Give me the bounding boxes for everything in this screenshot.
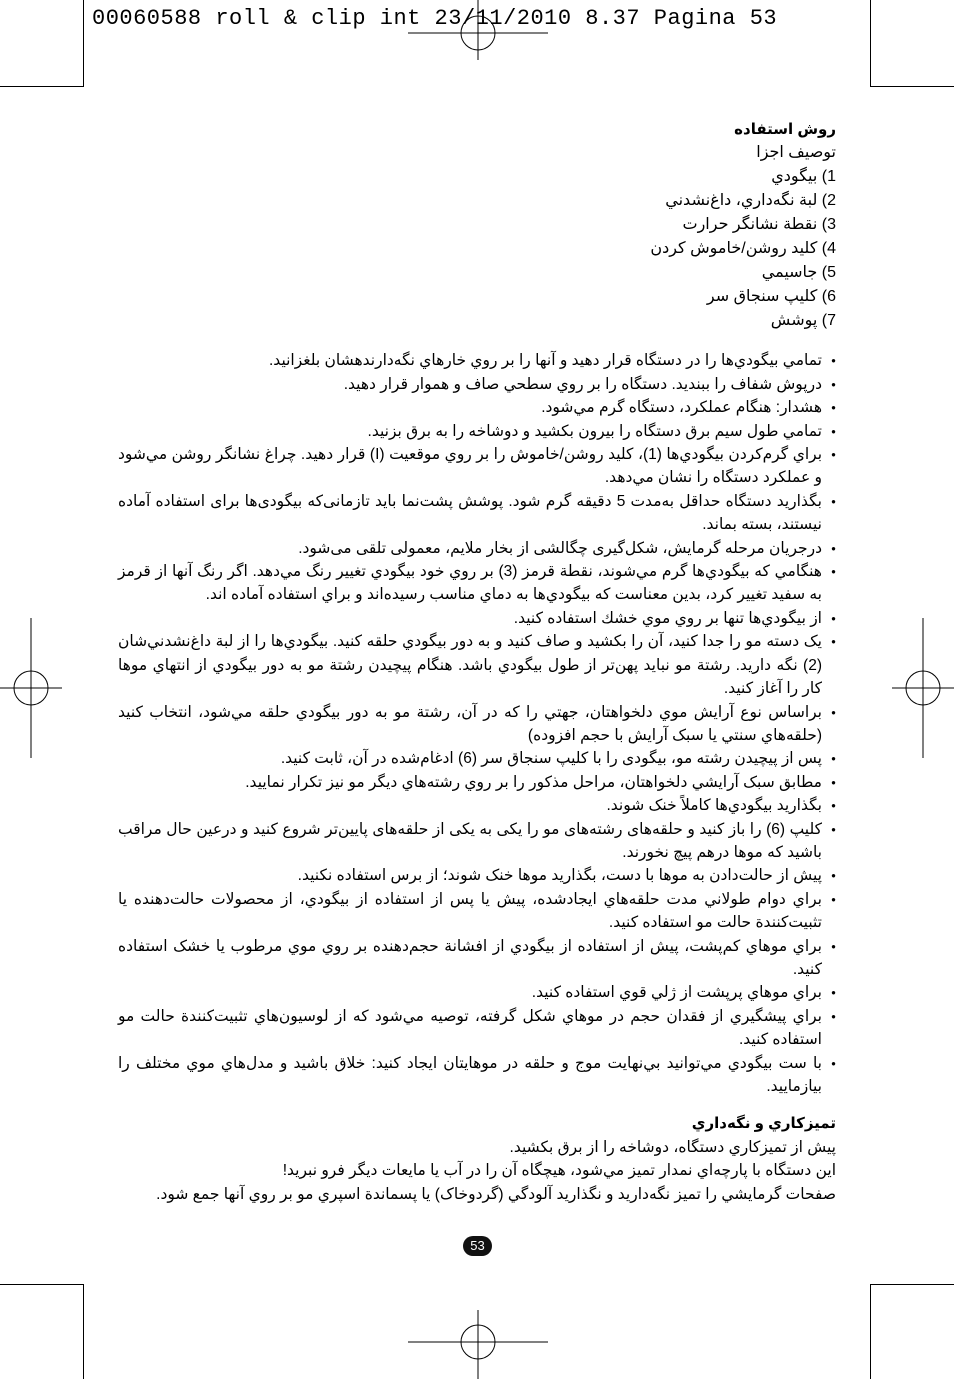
instruction-item: ● براي موهاي كم‌پشت، پيش از استفاده از بيگودي از افشانة حجم‌دهنده بر روي موي مرطوب يا خشک استفاده كنيد.: [118, 935, 836, 982]
instruction-item: ● پس از پيچيدن رشته مو، بيگودی را با كليپ سنجاق سر (6) ادغام‌شده در آن، ثابت كنيد.: [118, 747, 836, 770]
care-section: [118, 1112, 836, 1206]
instruction-item: ● براي پيشگيري از فقدان حجم در موهاي شكل گرفته، توصيه مي‌شود كه از لوسيون‌هاي تثبيت‌كنندة حالت مو استفاده كنيد.: [118, 1005, 836, 1052]
instruction-item: ● بگذاريد بيگودي‌ها كاملاً خنک شوند.: [118, 794, 836, 817]
part-item: 7) پوشش: [770, 312, 836, 330]
page-number-badge: 53: [463, 1236, 492, 1256]
parts-subheading: توصيف اجزا: [756, 144, 836, 162]
usage-instructions: [118, 349, 836, 1098]
crop-mark-top-right-v: [870, 0, 871, 86]
page-content: [118, 118, 836, 1206]
instruction-item: ● براساس نوع آرايش موي دلخواهتان، جهتي را كه در آن، رشتة مو به دور بيگودي حلقه مي‌شود، انتخاب كنيد (حلقه‌هاي سنتي يا سبک آرايش با حجم افزوده): [118, 701, 836, 748]
instruction-item: ● درپوش شفاف را ببنديد. دستگاه را بر روي سطحي صاف و هموار قرار دهيد.: [118, 373, 836, 396]
instruction-item: ● درجريان مرحله گرمايش، شكل‌گيری چگالشی از بخار ملايم، معمولی تلقی می‌شود.: [118, 537, 836, 560]
registration-mark-left: [0, 618, 62, 758]
crop-mark-top-left-h: [0, 86, 84, 87]
part-item: 2) لبة نگه‌داري، داغ‌نشدني: [665, 192, 836, 210]
instruction-item: ● هنگامي كه بيگودي‌ها گرم مي‌شوند، نقطة قرمز (3) بر روي خود بيگودي تغيير رنگ مي‌دهد. اگر رنگ آنها از قرمز به سفيد تغيير كرد، بدين معناست كه بيگودي‌ها به دماي مناسب رسيده‌اند و براي استفاده آماده اند.: [118, 560, 836, 607]
care-line: پيش از تميزكاري دستگاه، دوشاخه را از برق بكشيد.: [509, 1138, 836, 1156]
care-heading: تميزكاري و نگه‌داري: [691, 1115, 836, 1133]
part-item: 5) جاسيمي: [761, 264, 836, 282]
instruction-item: ● تمامي بيگودي‌ها را در دستگاه قرار دهيد و آنها را بر روي خارهاي نگه‌دارندهشان بلغزانيد.: [118, 349, 836, 372]
instruction-item: ● براي موهاي پرپشت از ژلي قوي استفاده كنيد.: [118, 981, 836, 1004]
instruction-item: ● براي گرم‌كردن بيگودي‌ها (1)، كليد روشن/خاموش را بر روي موقعيت (I) قرار دهيد. چراغ نشانگر روشن مي‌شود و عملكرد دستگاه را نشان مي‌دهد.: [118, 443, 836, 490]
crop-mark-bottom-right-h: [870, 1284, 954, 1285]
instruction-item: ● تمامي طول سيم برق دستگاه را بيرون بكشيد و دوشاخه را به برق بزنيد.: [118, 420, 836, 443]
instruction-item: ● مطابق سبک آرايشي دلخواهتان، مراحل مذكور را بر روي رشته‌هاي ديگر مو نيز تكرار نماييد.: [118, 771, 836, 794]
instruction-item: ● از بيگودي‌ها تنها بر روي موي خشك استفاده كنيد.: [118, 607, 836, 630]
instruction-item: ● كليپ (6) را باز كنيد و حلقه‌های رشته‌های مو را يكی به يكی از حلقه‌های پايين‌تر شروع كنيد و درعين حال مراقب باشيد كه موها درهم پيچ نخورند.: [118, 818, 836, 865]
registration-mark-top: [408, 0, 548, 60]
instruction-item: ● بگذاريد دستگاه حداقل به‌مدت 5 دقيقه گرم شود. پوشش پشت‌نما بايد تازمانی‌كه بيگودی‌ها برای استفاده آماده نيستند، بسته بماند.: [118, 490, 836, 537]
crop-mark-top-right-h: [870, 86, 954, 87]
part-item: 1) بيگودي: [771, 168, 836, 186]
instruction-item: ● يک دسته مو را جدا كنيد، آن را بكشيد و صاف كنيد و به دور بيگودي حلقه كنيد. بيگودي‌ها را از لبة داغ‌نشدني‌شان (2) نگه داريد. رشتة مو نبايد پهن‌تر از طول بيگودي باشد. هنگام پيچيدن رشتة مو به دور بيگودي از انتهاي موها كار را آغاز كنيد.: [118, 630, 836, 700]
care-line: اين دستگاه با پارچه‌اي نمدار تميز مي‌شود، هيچگاه آن را در آب يا مايعات ديگر فرو نبريد!: [282, 1162, 836, 1180]
crop-mark-top-left-v: [83, 0, 84, 86]
instruction-item: ● براي دوام طولاني مدت حلقه‌هاي ايجادشده، پيش يا پس از استفاده از بيگودي، از محصولات حالت‌دهنده يا تثبيت‌كنندة حالت مو استفاده كنيد.: [118, 888, 836, 935]
instruction-item: ● پيش از حالت‌دادن به موها با دست، بگذاريد موها خنک شوند؛ از برس استفاده نكنيد.: [118, 864, 836, 887]
crop-mark-bottom-right-v: [870, 1284, 871, 1379]
usage-heading: روش استفاده: [734, 121, 836, 138]
registration-mark-right: [892, 618, 954, 758]
parts-list: [118, 141, 836, 333]
part-item: 6) كليپ سنجاق سر: [706, 288, 836, 306]
instruction-item: ● با ست بيگودي مي‌توانيد بي‌نهايت موج و حلقه در موهايتان ايجاد كنيد: خلاق باشيد و مدل‌هاي موي مختلف را بيازماييد.: [118, 1052, 836, 1099]
care-line: صفحات گرمايشي را تميز نگه‌داريد و نگذاريد آلودگي (گردوخاک) يا پسماندة اسپري مو بر روي آنها جمع شود.: [156, 1185, 836, 1203]
print-slug: 00060588 roll & clip int 23/11/2010 8.37 Pagina 53: [92, 6, 778, 31]
registration-mark-bottom: [408, 1310, 548, 1379]
crop-mark-bottom-left-v: [83, 1284, 84, 1379]
instruction-item: ● هشدار: هنگام عملكرد، دستگاه گرم مي‌شود.: [118, 396, 836, 419]
crop-mark-bottom-left-h: [0, 1284, 84, 1285]
part-item: 3) نقطة نشانگر حرارت: [682, 216, 836, 234]
part-item: 4) كليد روشن/خاموش كردن: [650, 240, 836, 258]
